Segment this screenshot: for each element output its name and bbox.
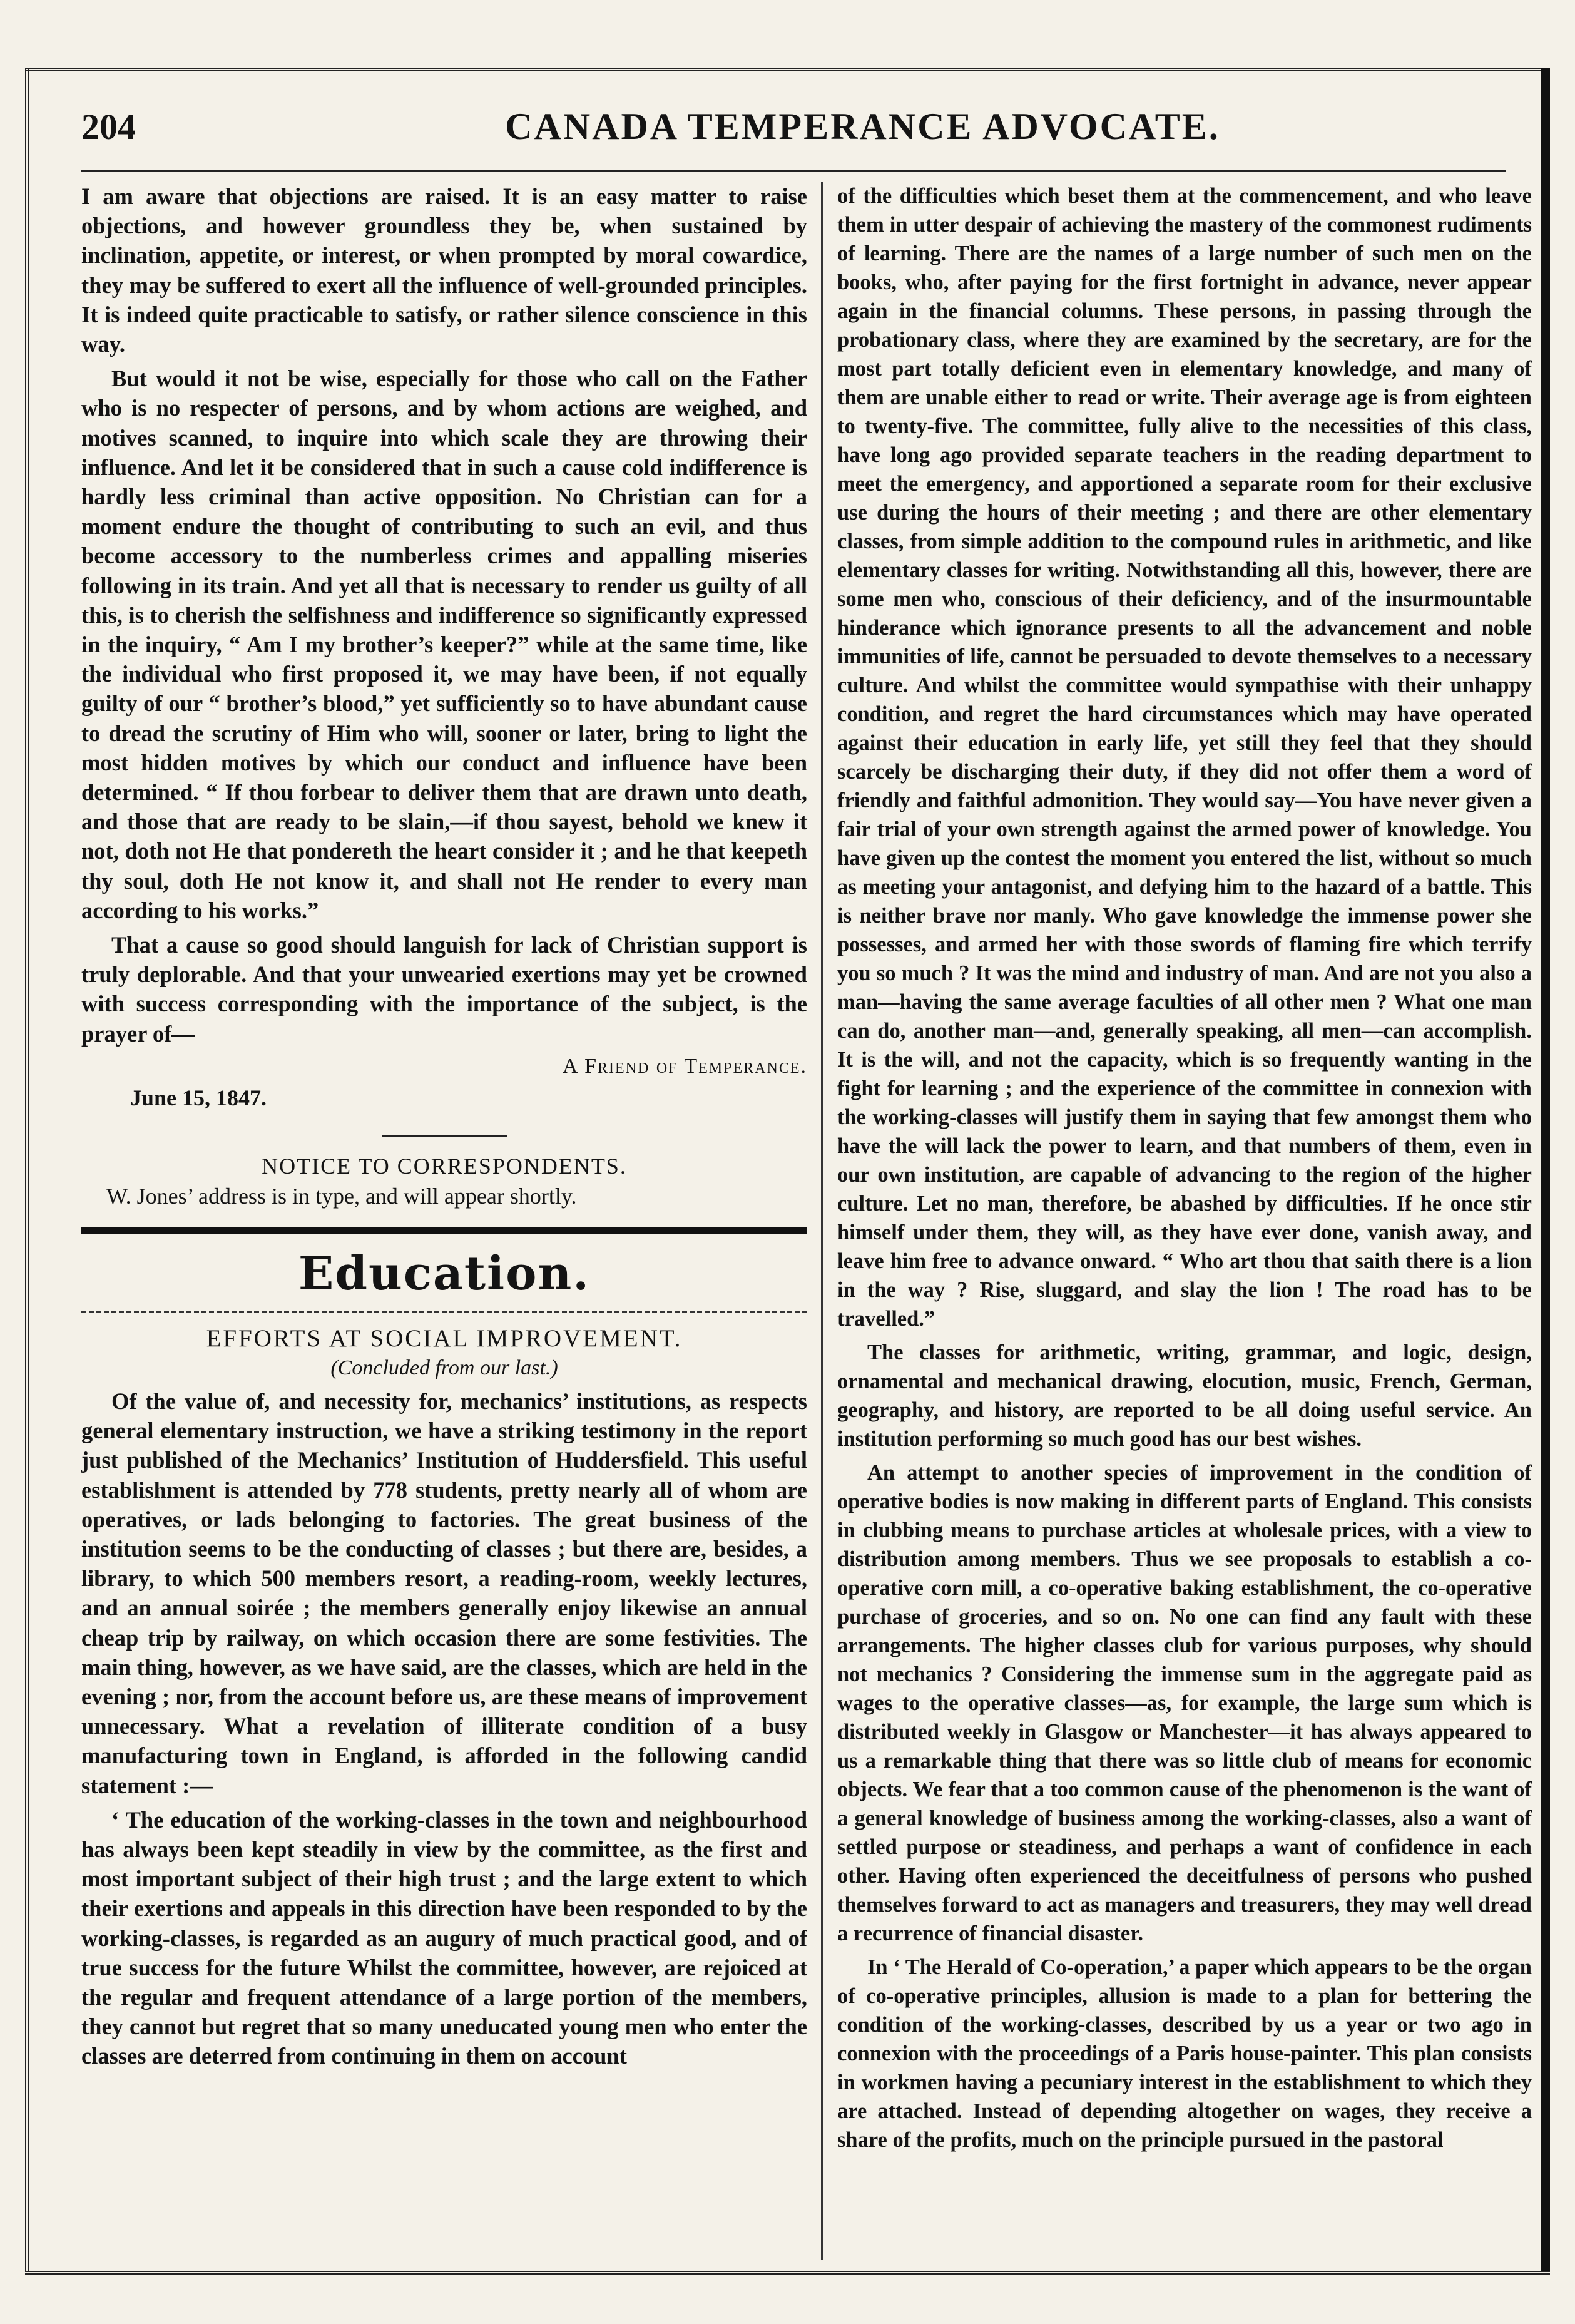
paragraph-classes: The classes for arithmetic, writing, grammar, and logic, design, ornamental and mechanical drawing, elocution, music, French, German, geography, and history, are reported to be all doing useful service. An institution performing so much good has our best wishes. [837, 1341, 1532, 1451]
paragraph-closing: That a cause so good should languish for lack of Christian support is truly deplorable. And that your unwearied exertions may yet be crowned with success corresponding with the importance of the subject, is the prayer of— [81, 932, 807, 1047]
dashed-divider [81, 1311, 807, 1313]
column-divider [821, 182, 823, 2260]
left-column [81, 182, 807, 2260]
notice-heading: NOTICE TO CORRESPONDENTS. [262, 1153, 627, 1179]
page-border-right [1541, 68, 1550, 2271]
paragraph-mechanics-institutions: Of the value of, and necessity for, mechanics’ institutions, as respects general elementary instruction, we have a striking testimony in the report just published of the Mechanics’ Institution of Huddersfield. This useful establishment is attended by 778 students, pretty nearly all of whom are operatives, or lads belonging to factories. The great business of the institution seems to be the conducting of classes ; but there are, besides, a library, to which 500 members resort, a reading-room, weekly lectures, and an annual soirée ; the members generally enjoy likewise an annual cheap trip by railway, on which occasion there are some festivities. The main thing, however, as we have said, are the classes, which are held in the evening ; nor, from the account before us, are these means of improvement unnecessary. What a revelation of illiterate condition of a busy manufacturing town in England, is afforded in the following candid statement :— [81, 1388, 807, 1798]
paragraph-cooperative: An attempt to another species of improvement in the condition of operative bodies is now making in different parts of England. This consists in clubbing means to purchase articles at wholesale prices, with a view to distribution among members. Thus we see proposals to establish a co-operative corn mill, a co-operative baking establishment, the co-operative purchase of groceries, and so on. No one can find any fault with these arrangements. The higher classes club for various purposes, why should not mechanics ? Considering the immense sum in the aggregate paid as wages to the operative classes—as, for example, the large sum which is distributed weekly in Glasgow or Manchester—it has always appeared to us a remarkable thing that there was so little club of means for economic objects. We fear that a too common cause of the phenomenon is the want of a general knowledge of business among the working-classes, also a want of settled purpose or steadiness, and perhaps a want of confidence in each other. Having often experienced the deceitfulness of persons who pushed themselves forward to act as managers and treasurers, they may well dread a recurrence of financial disaster. [837, 1461, 1532, 1945]
page-number: 204 [81, 106, 136, 147]
page-header [81, 105, 1506, 161]
paragraph-herald: In ‘ The Herald of Co-operation,’ a paper which appears to be the organ of co-operative principles, allusion is made to a plan for bettering the condition of the working-classes, described by us a year or two ago in connexion with the proceedings of a Paris house-painter. This plan consists in workmen having a pecuniary interest in the establishment to which they are attached. Instead of depending altogether on wages, they receive a share of the profits, much on the principle pursued in the pastoral [837, 1955, 1532, 2152]
page-border-left [25, 68, 29, 2271]
header-rule [81, 170, 1506, 172]
masthead-title: CANADA TEMPERANCE ADVOCATE. [505, 106, 1220, 147]
paragraph-quoted-statement: ‘ The education of the working-classes in the town and neighbourhood has always been kept steadily in view by the committee, as the first and most important subject of their high trust ; and the large extent to which their exertions and appeals in this direction have been responded to by the working-classes, is regarded as an augury of much practical good, and of true success for the future Whilst the committee, however, are rejoiced at the regular and frequent attendance of a large portion of the members, they cannot but regret that so many uneducated young men who enter the classes are deterred from continuing in them on account [81, 1806, 807, 2069]
section-divider [382, 1135, 507, 1137]
page-border-bottom [25, 2271, 1550, 2275]
article-title: EFFORTS AT SOCIAL IMPROVEMENT. [206, 1324, 683, 1352]
right-column [837, 182, 1532, 2260]
section-heading-education: Education. [298, 1246, 591, 1301]
paragraph-objections: I am aware that objections are raised. It is an easy matter to raise objections, and however groundless they be, when sustained by inclination, appetite, or interest, or when prompted by moral cowardice, they may be suffered to exert all the influence of well-grounded principles. It is indeed quite practicable to satisfy, or rather silence conscience in this way. [81, 183, 807, 357]
letter-date: June 15, 1847. [130, 1085, 267, 1110]
paragraph-continued-statement: of the difficulties which beset them at the commencement, and who leave them in utter despair of achieving the mastery of the commonest rudiments of learning. There are the names of a large number of such men on the books, who, after paying for the first fortnight in advance, never appear again in the financial columns. These persons, in passing through the probationary class, where they are examined by the secretary, are for the most part totally deficient even in elementary knowledge, and many of them are unable either to read or write. Their average age is from eighteen to twenty-five. The committee, fully alive to the necessities of this class, have long ago provided separate teachers in the reading department to meet the emergency, and apportioned a separate room for their exclusive use during the hours of their meeting ; and there are other elementary classes, from simple addition to the compound rules in arithmetic, and like elementary classes for writing. Notwithstanding all this, however, there are some men who, conscious of their deficiency, and of the insurmountable hinderance which ignorance presents to all the advancement and noble immunities of life, cannot be persuaded to devote themselves to a necessary culture. And whilst the committee would sympathise with their unhappy condition, and regret the hard circumstances which may have operated against their education in early life, yet still they feel that they should scarcely be discharging their duty, if they did not offer them a word of friendly and faithful admonition. They would say—You have never given a fair trial of your own strength against the armed power of knowledge. You have given up the contest the moment you entered the list, without so much as meeting your antagonist, and defying him to the hazard of a battle. This is neither brave nor manly. Who gave knowledge the immense power she possesses, and armed her with those swords of flaming fire which terrify you so much ? It was the mind and industry of man. And are not you also a man—having the same average faculties of all other men ? What one man can do, another man—and, generally speaking, all men—can accomplish. It is the will, and not the capacity, which is so frequently wanting in the fight for learning ; and the experience of the committee in connexion with the working-classes will justify them in saying that few amongst them who have the will lack the power to learn, and that numbers of them, even in our own institution, are capable of advancing to the region of the higher culture. Let no man, therefore, be abashed by difficulties. If he once stir himself under them, they will, as they have ever done, vanish away, and leave him free to advance onward. “ Who art thou that saith there is a lion in the way ? Rise, sluggard, and slay the lion ! The road has to be travelled.” [837, 184, 1532, 1331]
article-subtitle: (Concluded from our last.) [330, 1356, 558, 1380]
page-border-top [25, 68, 1550, 71]
letter-signature: A Friend of Temperance. [562, 1054, 807, 1078]
notice-body: W. Jones’ address is in type, and will appear shortly. [106, 1183, 577, 1209]
paragraph-influence: But would it not be wise, especially for those who call on the Father who is no respecter of persons, and by whom actions are weighed, and motives scanned, to inquire into which scale they are throwing their influence. And let it be considered that in such a cause cold indifference is hardly less criminal than active opposition. No Christian can for a moment endure the thought of contributing to such an evil, and thus become accessory to the numberless crimes and appalling miseries following in its train. And yet all that is necessary to render us guilty of all this, is to cherish the selfishness and indifference so significantly expressed in the inquiry, “ Am I my brother’s keeper?” while at the same time, like the individual who first proposed it, we may have been, if not equally guilty of our “ brother’s blood,” yet sufficiently so to have abundant cause to dread the scrutiny of Him who will, sooner or later, bring to light the most hidden motives by which our conduct and influence have been determined. “ If thou forbear to deliver them that are drawn unto death, and those that are ready to be slain,—if thou sayest, behold we knew it not, doth not He that pondereth the heart consider it ; and he that keepeth thy soul, doth He not know it, and shall not He render to every man according to his works.” [81, 366, 807, 923]
heavy-divider [81, 1227, 807, 1234]
